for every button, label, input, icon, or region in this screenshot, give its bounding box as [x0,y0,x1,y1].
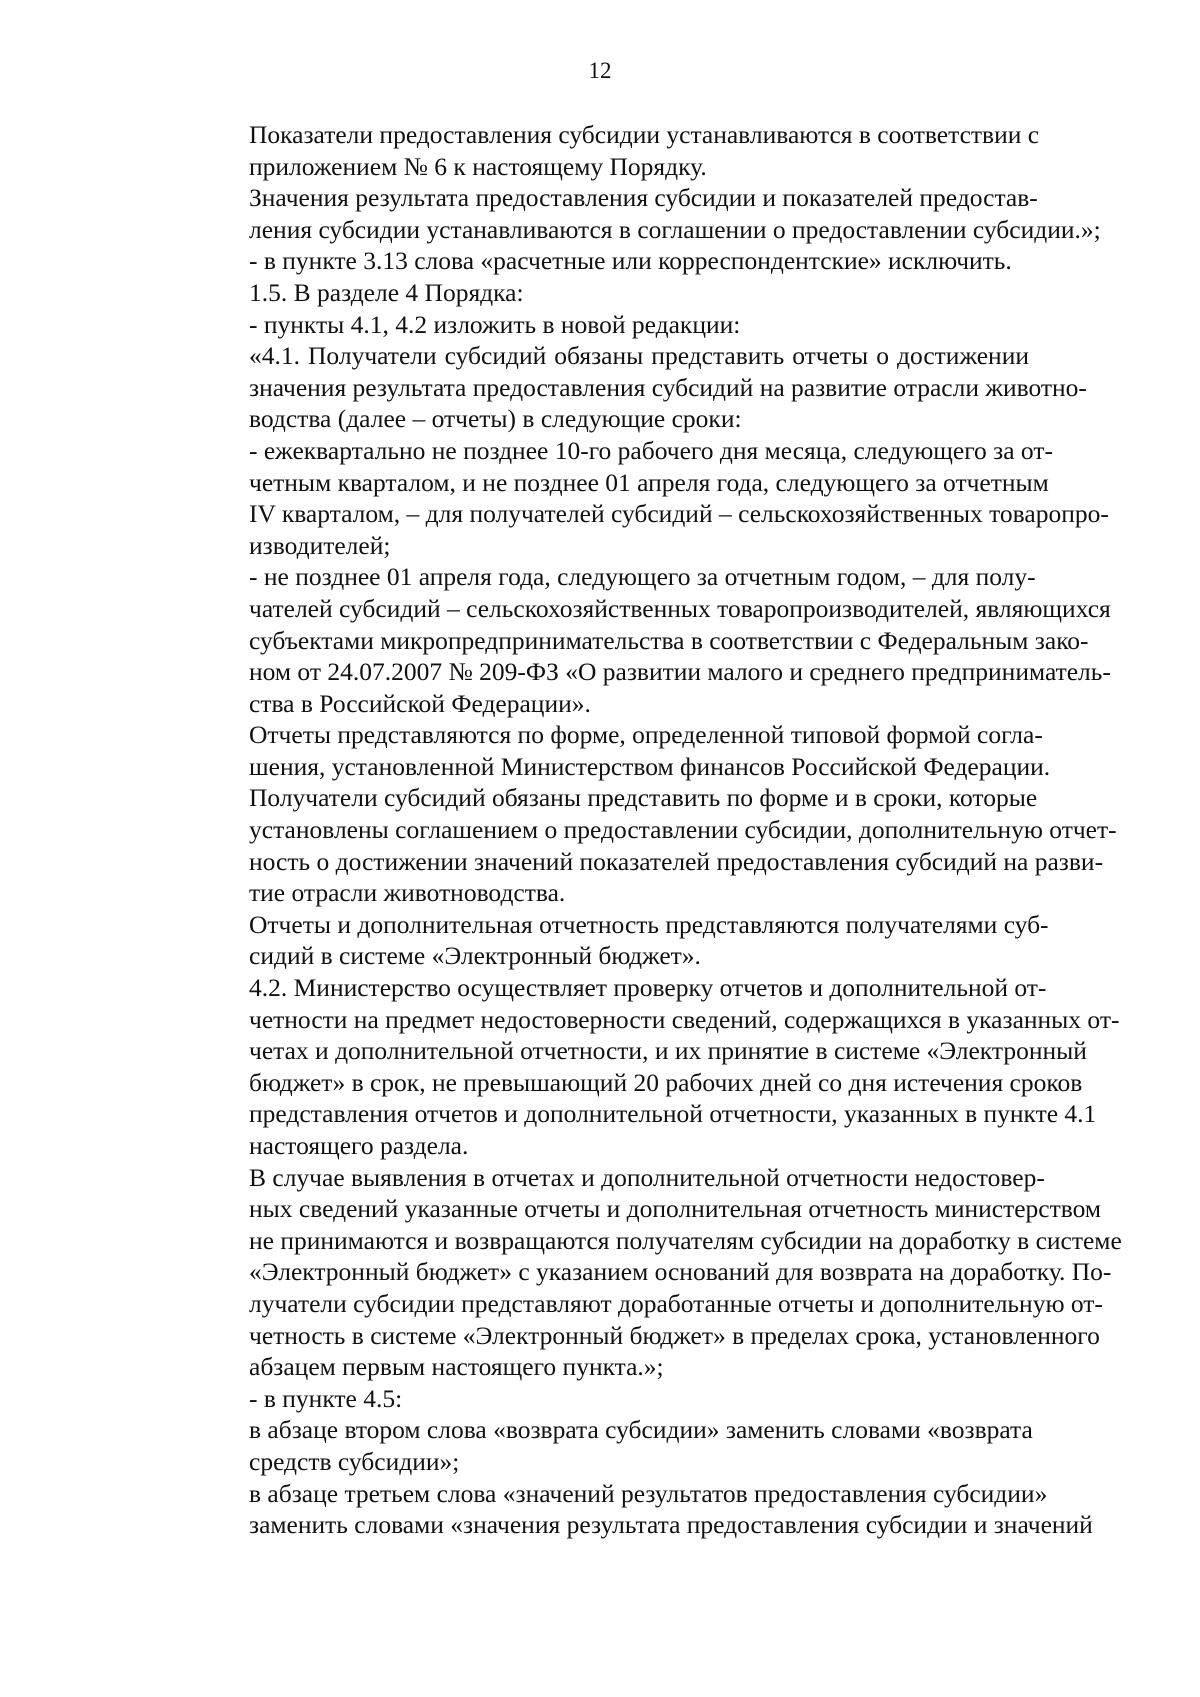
text-line: лучатели субсидии представляют доработанные отчеты и дополнительную от- [249,1288,1103,1318]
text-line: ных сведений указанные отчеты и дополнительная отчетность министерством [249,1194,1102,1224]
text-line: чателей субсидий – сельскохозяйственных товаропроизводителей, являющихся [249,593,1111,623]
text-line: Значения результата предоставления субсидии и показателей предостав- [249,183,1038,213]
text-line: ном от 24.07.2007 № 209-ФЗ «О развитии малого и среднего предприниматель- [249,657,1111,687]
paragraph [175,909,1049,972]
text-line: установлены соглашением о предоставлении субсидии, дополнительную отчет- [249,815,1117,845]
text-line: В случае выявления в отчетах и дополнительной отчетности недостовер- [249,1162,1045,1192]
paragraph [175,277,1029,309]
text-line: четным кварталом, и не позднее 01 апреля года, следующего за отчетным [249,467,1049,497]
text-line: в абзаце втором слова «возврата субсидии» заменить словами «возврата [249,1415,1033,1445]
text-line: водства (далее – отчеты) в следующие сроки: [249,404,742,434]
paragraph [175,340,1087,435]
text-line: «Электронный бюджет» с указанием оснований для возврата на доработку. По- [249,1257,1112,1287]
text-line: - в пункте 4.5: [249,1383,403,1413]
text-line: четах и дополнительной отчетности, и их принятие в системе «Электронный [249,1036,1087,1066]
paragraph [175,435,1109,561]
text-line: тие отрасли животноводства. [249,878,566,908]
text-line: Отчеты представляются по форме, определенной типовой формой согла- [249,720,1043,750]
text-line: приложением № 6 к настоящему Порядку. [249,151,707,181]
text-line: - ежеквартально не позднее 10-го рабочего дня месяца, следующего за от- [249,435,1053,465]
text-line: 4.2. Министерство осуществляет проверку отчетов и дополнительной от- [249,973,1047,1003]
text-line: ства в Российской Федерации». [249,688,591,718]
text-line: - не позднее 01 апреля года, следующего за отчетным годом, – для полу- [249,562,1036,592]
text-line: представления отчетов и дополнительной отчетности, указанных в пункте 4.1 [249,1099,1097,1129]
paragraph [175,119,1040,182]
text-line: ность о достижении значений показателей предоставления субсидий на разви- [249,846,1104,876]
document-body [175,119,1122,1541]
text-line: Показатели предоставления субсидии устанавливаются в соответствии с [249,120,1040,149]
text-line: субъектами микропредпринимательства в соответствии с Федеральным зако- [249,625,1089,655]
text-line: ления субсидии устанавливаются в соглашении о предоставлении субсидии.»; [249,214,1101,244]
text-line: Отчеты и дополнительная отчетность представляются получателями суб- [249,909,1049,939]
text-line: абзацем первым настоящего пункта.»; [249,1352,664,1382]
page-number: 12 [588,58,612,83]
text-line: Получатели субсидий обязаны представить по форме и в сроки, которые [249,783,1038,813]
paragraph [175,1383,1029,1415]
text-line: четности на предмет недостоверности сведений, содержащихся в указанных от- [249,1004,1120,1034]
paragraph [175,182,1101,245]
paragraph [175,719,1051,782]
text-line: не принимаются и возвращаются получателям субсидии на доработку в системе [249,1225,1122,1255]
text-line: средств субсидии»; [249,1446,460,1476]
text-line: заменить словами «значения результата предоставления субсидии и значений [249,1510,1093,1540]
text-line: значения результата предоставления субсидий на развитие отрасли животно- [249,372,1087,402]
paragraph [175,1162,1122,1383]
text-line: IV кварталом, – для получателей субсидий – сельскохозяйственных товаропро- [249,499,1109,529]
paragraph [175,1478,1093,1541]
text-line: изводителей; [249,530,391,560]
text-line: настоящего раздела. [249,1131,469,1160]
paragraph [175,309,1029,341]
text-line: в абзаце третьем слова «значений результатов предоставления субсидии» [249,1478,1048,1508]
paragraph [175,561,1111,719]
text-line: шения, установленной Министерством финансов Российской Федерации. [249,751,1051,781]
paragraph [175,1414,1033,1477]
text-line: - пункты 4.1, 4.2 изложить в новой редакции: [249,309,741,339]
paragraph [175,245,1029,277]
paragraph [175,972,1120,1162]
text-line: бюджет» в срок, не превышающий 20 рабочих дней со дня истечения сроков [249,1067,1083,1097]
text-line: «4.1. Получатели субсидий обязаны представить отчеты о достижении [249,341,1029,371]
text-line: 1.5. В разделе 4 Порядка: [249,277,524,307]
text-line: - в пункте 3.13 слова «расчетные или корреспондентские» исключить. [249,246,1012,276]
text-line: сидий в системе «Электронный бюджет». [249,941,701,971]
text-line: четность в системе «Электронный бюджет» в пределах срока, установленного [249,1320,1100,1350]
paragraph [175,782,1117,908]
